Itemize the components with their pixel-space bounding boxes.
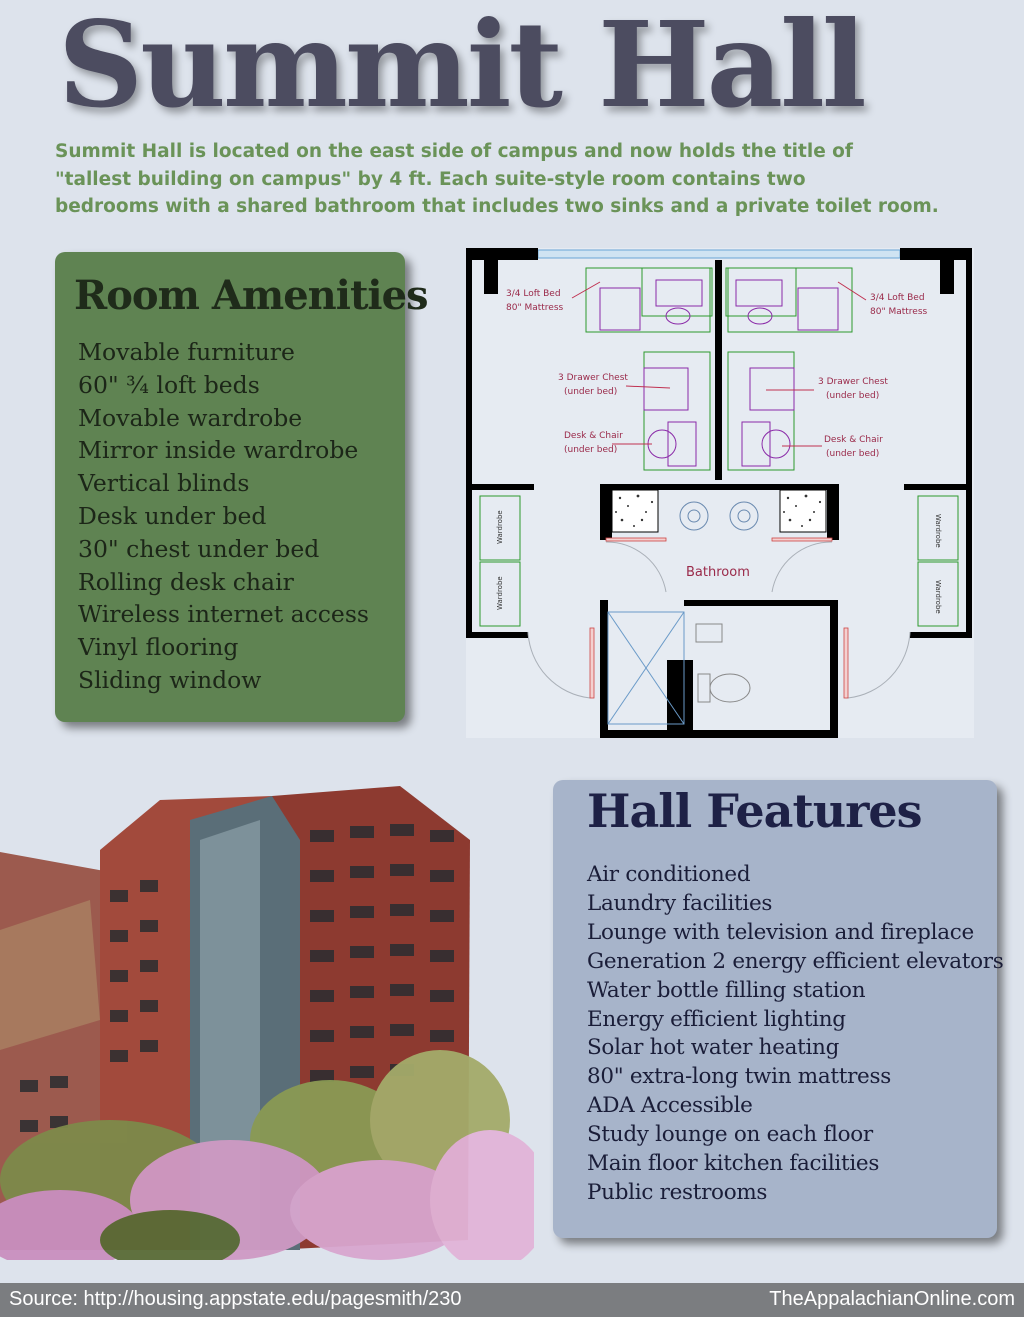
bathroom-label: Bathroom bbox=[686, 565, 750, 580]
intro-line: bedrooms with a shared bathroom that includes two sinks and a private toilet room. bbox=[55, 196, 939, 217]
list-item: 60" ¾ loft beds bbox=[78, 370, 260, 399]
list-item: Desk under bed bbox=[78, 501, 267, 530]
list-item: ADA Accessible bbox=[587, 1093, 753, 1119]
list-item: Main floor kitchen facilities bbox=[587, 1151, 880, 1177]
list-item: 30" chest under bed bbox=[78, 534, 320, 563]
list-item: Generation 2 energy efficient elevators bbox=[587, 948, 1004, 974]
list-item: Sliding window bbox=[78, 665, 262, 694]
list-item: Water bottle filling station bbox=[587, 977, 866, 1003]
intro-paragraph bbox=[55, 138, 939, 221]
chest-label-right: 3 Drawer Chest bbox=[818, 377, 888, 387]
list-item: Public restrooms bbox=[587, 1179, 768, 1205]
window-strip bbox=[538, 250, 900, 258]
floor-plan bbox=[466, 248, 974, 738]
chest-label-left: 3 Drawer Chest bbox=[558, 373, 628, 383]
source-credit: Source: http://housing.appstate.edu/pagesmith/230 bbox=[9, 1288, 462, 1310]
chest-label-right-2: (under bed) bbox=[826, 391, 880, 401]
list-item: Air conditioned bbox=[587, 862, 751, 887]
loft-bed-label-right-2: 80" Mattress bbox=[870, 307, 928, 317]
wardrobe-label: Wardrobe bbox=[496, 510, 504, 544]
site-credit: TheAppalachianOnline.com bbox=[769, 1288, 1015, 1310]
list-item: Vertical blinds bbox=[78, 469, 250, 498]
desk-label-left: Desk & Chair bbox=[564, 431, 623, 441]
list-item: Energy efficient lighting bbox=[587, 1006, 846, 1032]
room-amenities-heading: Room Amenities bbox=[74, 272, 428, 319]
intro-line: Summit Hall is located on the east side of campus and now holds the title of bbox=[55, 141, 853, 162]
loft-bed-label-left-2: 80" Mattress bbox=[506, 303, 564, 313]
room-amenities-panel bbox=[55, 252, 428, 722]
hall-features-heading: Hall Features bbox=[587, 784, 922, 838]
list-item: Movable furniture bbox=[78, 338, 295, 366]
desk-label-right: Desk & Chair bbox=[824, 435, 883, 445]
list-item: Rolling desk chair bbox=[78, 567, 294, 596]
list-item: 80" extra-long twin mattress bbox=[587, 1064, 891, 1090]
wardrobe-label: Wardrobe bbox=[934, 514, 942, 548]
loft-bed-label-right: 3/4 Loft Bed bbox=[870, 293, 925, 303]
room-amenities-list bbox=[78, 336, 369, 697]
footer-bar bbox=[0, 1283, 1024, 1317]
list-item: Lounge with television and fireplace bbox=[587, 919, 974, 945]
list-item: Solar hot water heating bbox=[587, 1035, 840, 1061]
list-item: Vinyl flooring bbox=[78, 633, 239, 662]
desk-label-left-2: (under bed) bbox=[564, 445, 618, 455]
chest-label-left-2: (under bed) bbox=[564, 387, 618, 397]
hall-features-panel bbox=[553, 780, 1004, 1238]
building-photo bbox=[0, 780, 534, 1260]
list-item: Laundry facilities bbox=[587, 890, 773, 916]
hall-features-list bbox=[587, 861, 1004, 1208]
page-title: Summit Hall bbox=[58, 0, 864, 134]
list-item: Study lounge on each floor bbox=[587, 1122, 873, 1148]
wardrobe-label: Wardrobe bbox=[934, 580, 942, 614]
list-item: Mirror inside wardrobe bbox=[78, 436, 359, 465]
list-item: Wireless internet access bbox=[78, 600, 369, 629]
wardrobe-label: Wardrobe bbox=[496, 576, 504, 610]
list-item: Movable wardrobe bbox=[78, 403, 303, 432]
loft-bed-label-left: 3/4 Loft Bed bbox=[506, 289, 561, 299]
intro-line: "tallest building on campus" by 4 ft. Each suite-style room contains two bbox=[55, 168, 806, 190]
desk-label-right-2: (under bed) bbox=[826, 449, 880, 459]
